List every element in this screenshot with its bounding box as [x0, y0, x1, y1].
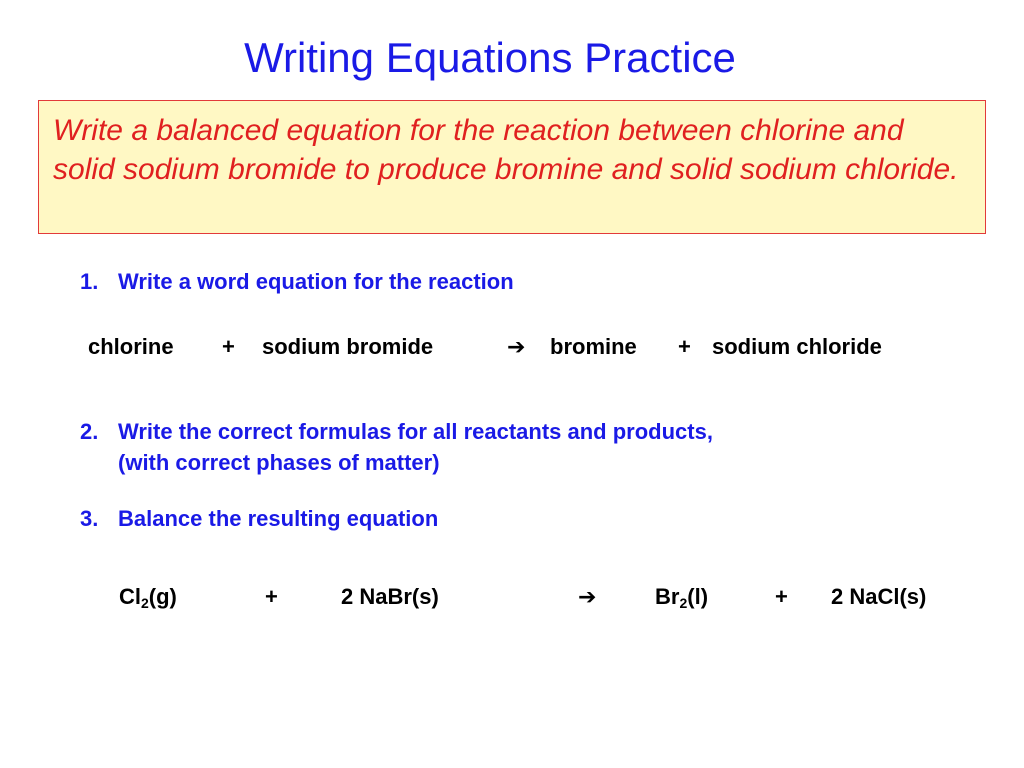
chem-eq-reactant-1-phase: (g): [148, 584, 177, 609]
chem-eq-product-1-subscript: 2: [679, 595, 688, 611]
step-2-text: Write the correct formulas for all reactants and products,: [118, 419, 713, 444]
step-2: [80, 416, 713, 478]
slide-title: Writing Equations Practice: [244, 34, 736, 81]
word-eq-plus-1: +: [222, 334, 235, 359]
chem-eq-product-1: [655, 581, 708, 613]
step-3-number: 3.: [80, 506, 99, 531]
problem-statement-box: [38, 100, 986, 234]
chem-eq-plus-1: +: [265, 584, 278, 609]
word-eq-arrow-icon: ➔: [507, 334, 526, 359]
step-3-text: Balance the resulting equation: [118, 506, 439, 531]
word-eq-product-2: sodium chloride: [712, 334, 882, 359]
step-1: [80, 266, 514, 297]
chem-eq-reactant-1-symbol: Cl: [119, 584, 141, 609]
word-eq-reactant-1: chlorine: [88, 334, 174, 359]
word-eq-product-1: bromine: [550, 334, 637, 359]
chem-eq-reactant-1-subscript: 2: [141, 595, 149, 611]
chem-eq-product-1-symbol: Br: [655, 584, 680, 609]
chem-eq-product-2: 2 NaCl(s): [831, 584, 927, 609]
chem-eq-reactant-1: [119, 581, 177, 613]
step-2-number: 2.: [80, 419, 99, 444]
step-1-text: Write a word equation for the reaction: [118, 269, 514, 294]
word-eq-plus-2: +: [678, 334, 691, 359]
problem-statement-text: Write a balanced equation for the reaction between chlorine and solid sodium bromide to produce bromine and solid sodium chloride.: [53, 114, 959, 186]
chem-eq-reactant-2: 2 NaBr(s): [341, 584, 439, 609]
step-2-continuation: (with correct phases of matter): [118, 450, 440, 475]
chem-eq-plus-2: +: [775, 584, 788, 609]
word-eq-reactant-2: sodium bromide: [262, 334, 434, 359]
step-1-number: 1.: [80, 269, 99, 294]
chem-eq-arrow-icon: ➔: [578, 584, 597, 609]
step-3: [80, 503, 438, 534]
chem-eq-product-1-phase: (l): [687, 584, 709, 609]
